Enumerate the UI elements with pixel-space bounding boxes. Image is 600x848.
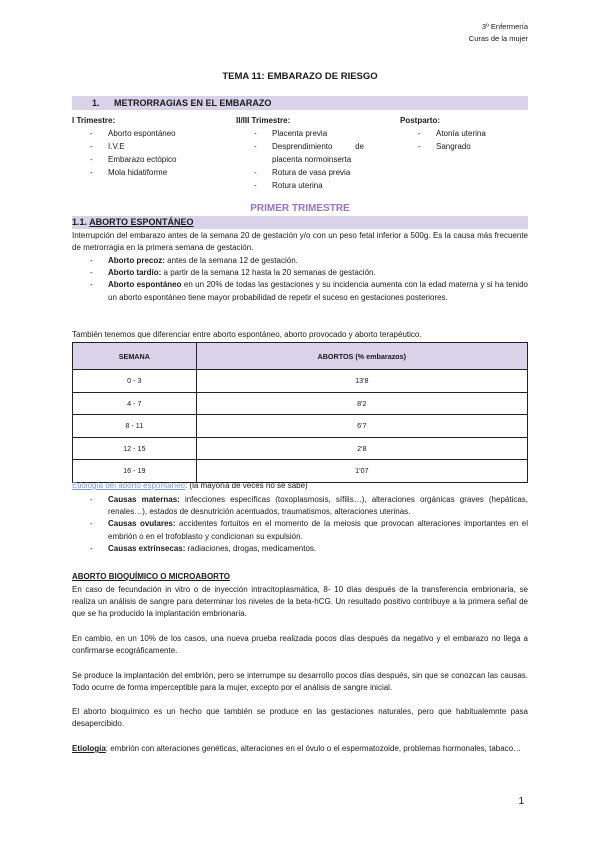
etiologia-link[interactable]: Etiología del aborto espontáneo — [72, 481, 185, 490]
column-heading: I Trimestre: — [72, 116, 116, 125]
term: Aborto espontáneo — [108, 280, 182, 290]
cell-semana: 4 - 7 — [73, 392, 197, 415]
cell-abortos: 2'8 — [196, 437, 527, 460]
page-number: 1 — [518, 796, 524, 807]
list-item — [90, 494, 528, 518]
list-item: - Rotura de vasa previa — [236, 166, 364, 179]
cell-semana: 8 - 11 — [73, 415, 197, 438]
bioquimico-heading: ABORTO BIOQUÍMICO O MICROABORTO — [72, 572, 230, 581]
term: Aborto precoz: — [108, 256, 165, 265]
section-heading — [72, 96, 528, 110]
table-header-row — [73, 343, 528, 370]
list-item: - Atonía uterina — [400, 127, 528, 140]
column-heading: Postparto: — [400, 116, 440, 125]
subsection-title: ABORTO ESPONTÁNEO — [89, 217, 194, 227]
column-header-abortos: ABORTOS (% embarazos) — [196, 343, 527, 370]
bioquimico-etiologia — [72, 743, 528, 755]
term: Causas ovulares: — [108, 519, 176, 529]
cell-abortos: 13'8 — [196, 370, 527, 393]
definition: antes de la semana 12 de gestación. — [164, 256, 298, 265]
table-row — [73, 437, 528, 460]
table-row — [73, 415, 528, 438]
list-item — [90, 279, 528, 303]
cell-semana: 0 - 3 — [73, 370, 197, 393]
table-row — [73, 460, 528, 483]
bioquimico-paragraph-1: En caso de fecundación in vitro o de inyección intracitoplasmática, 8- 10 días después de la transferencia embrionaria, se realiza un análisis de sangre para determinar los niveles de la beta-hCG. Un resultado positivo contribuye a la primera señal de que se ha producido la implantación embrionaria. — [72, 585, 528, 619]
subsection-number: 1.1. — [72, 217, 88, 227]
column-header-semana: SEMANA — [73, 343, 197, 370]
list-item — [90, 267, 528, 279]
table-row — [73, 370, 528, 393]
definition: a partir de la semana 12 hasta la 20 semanas de gestación. — [161, 268, 376, 278]
term: Causas maternas: — [108, 495, 180, 504]
definition: en un 20% de todas las gestaciones y su incidencia aumenta con la edad materna y si ha tenido un aborto espontáneo tiene mayor probabilidad de repetir el suceso en gestaciones posteriores. — [108, 280, 528, 302]
list-item: - Aborto espontáneo — [72, 127, 222, 140]
cell-abortos: 6'7 — [196, 415, 527, 438]
etiologia-list — [90, 494, 528, 555]
table-row — [73, 392, 528, 415]
list-item — [90, 518, 528, 542]
list-item: - Sangrado — [400, 140, 528, 153]
document-title: TEMA 11: EMBARAZO DE RIESGO — [222, 71, 378, 82]
definition: radiaciones, drogas, medicamentos. — [185, 543, 317, 553]
abortion-rate-table — [72, 342, 528, 483]
list-item: - Mola hidatiforme — [72, 166, 222, 179]
section-title: METRORRAGIAS EN EL EMBARAZO — [114, 98, 272, 108]
list-item: - Rotura uterina — [236, 179, 364, 192]
bioquimico-paragraph-3: Se produce la implantación del embrión, pero se interrumpe su desarrollo pocos días después, sin que se conozcan las causas. Todo ocurre de forma imperceptible para la mujer, excepto por el análisis de sangre inicial. — [72, 671, 528, 693]
page-header — [469, 21, 528, 45]
column-postpartum — [400, 114, 528, 153]
etiologia-text: : embrión con alteraciones genéticas, alteraciones en el óvulo o el espermatozoide, problemas hormonales, tabaco… — [105, 744, 522, 753]
list-item: - Placenta previa — [236, 127, 364, 140]
etiologia-note: : (la mayoría de veces no se sabe) — [184, 481, 308, 490]
list-item: - I.V.E — [72, 140, 222, 153]
etiologia-label: Etiología — [72, 744, 106, 753]
intro-paragraph: Interrupción del embarazo antes de la semana 20 de gestación y/o con un peso fetal inferior a 500g. Es la causa más frecuente de metrorragia en la primera semana de gestación. — [72, 231, 528, 253]
section-number: 1. — [92, 98, 100, 108]
term: Causas extrínsecas: — [108, 543, 186, 553]
cell-semana: 12 - 15 — [73, 437, 197, 460]
primer-trimestre-heading: PRIMER TRIMESTRE — [250, 203, 350, 214]
cell-abortos: 8'2 — [196, 392, 527, 415]
etiologia-heading — [72, 481, 308, 490]
bioquimico-paragraph-4: El aborto bioquímico es un hecho que también se produce en las gestaciones naturales, pero que habitualemnte pasa desapercibido. — [72, 707, 528, 729]
list-item — [90, 255, 528, 267]
subsection-heading — [72, 216, 528, 229]
column-heading: II/III Trimestre: — [236, 116, 291, 125]
header-subject: Curas de la mujer — [468, 34, 528, 43]
column-first-trimester — [72, 114, 222, 179]
cell-abortos: 1'07 — [196, 460, 527, 483]
definition: infecciones específicas (toxoplasmosis, sífilis…), alteraciones orgánicas graves (hepáticas, renales…), estados de desnutrición acentuados, traumatismos, alteraciones uterinas. — [108, 495, 529, 517]
aborto-types-list — [90, 255, 528, 304]
cell-semana: 16 - 19 — [73, 460, 197, 483]
list-item: - Desprendimiento de placenta normoinserta — [236, 140, 364, 166]
column-second-third-trimester — [236, 114, 364, 192]
bioquimico-paragraph-2: En cambio, en un 10% de los casos, una nueva prueba realizada pocos días después da negativo y el embarazo no llega a confirmarse ecográficamente. — [72, 634, 528, 656]
definition: accidentes fortuitos en el momento de la meiosis que provocan alteraciones importantes en el embrión o en el trofoblasto y condicionan su expulsión. — [108, 519, 528, 541]
header-course: 3º Enfermería — [481, 22, 528, 31]
table-intro: También tenemos que diferenciar entre aborto espontáneo, aborto provocado y aborto terapéutico. — [72, 330, 422, 339]
term: Aborto tardío: — [108, 268, 162, 278]
list-item: - Embarazo ectópico — [72, 153, 222, 166]
list-item — [90, 543, 528, 555]
